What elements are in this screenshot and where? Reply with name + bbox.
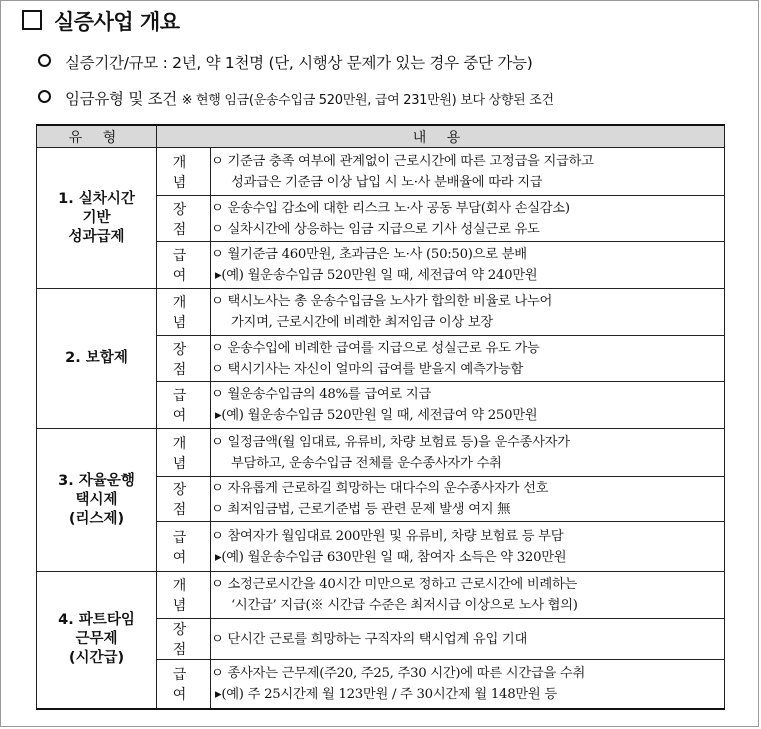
content-continuation-line: 부담하고, 운송수입금 전체를 운수종사자가 수취 xyxy=(231,455,502,471)
row-label: 급 여 xyxy=(157,382,211,429)
content-bullet-line: ㅇ 소정근로시간을 40시간 미만으로 정하고 근로시간에 비례하는 xyxy=(211,577,578,592)
content-cell xyxy=(211,382,725,429)
content-bullet-line: ㅇ 월운송수입금의 48%를 급여로 지급 xyxy=(211,387,431,402)
content-bullet-line: ㅇ 월기준금 460만원, 초과금은 노·사 (50:50)으로 분배 xyxy=(211,247,527,262)
bullet-text: 임금유형 및 조건 xyxy=(65,90,177,108)
content-bullet-line: ㅇ 종사자는 근무제(주20, 주25, 주30 시간)에 따른 시간급을 수취 xyxy=(211,665,585,681)
bullet-text: 실증기간/규모 : 2년, 약 1천명 (단, 시행상 문제가 있는 경우 중단 가능) xyxy=(65,54,533,72)
content-bullet-line: ㅇ 실차시간에 상응하는 임금 지급으로 기사 성실근로 유도 xyxy=(211,221,540,237)
row-label: 장 점 xyxy=(157,196,211,242)
type-name-line: (시간급) xyxy=(68,650,125,667)
header-content: 내 용 xyxy=(157,125,725,148)
page-title xyxy=(22,6,180,36)
type-cell xyxy=(37,429,157,572)
row-label: 장 점 xyxy=(157,619,211,660)
content-bullet-line: ㅇ 참여자가 월임대료 200만원 및 유류비, 차량 보험료 등 부담 xyxy=(211,528,564,544)
row-label: 개 념 xyxy=(157,429,211,477)
row-label: 급 여 xyxy=(157,242,211,289)
type-name-line: 2. 보합제 xyxy=(65,350,128,366)
row-label: 급 여 xyxy=(157,522,211,572)
row-label: 장 점 xyxy=(157,477,211,522)
type-name-line: 4. 파트타임 xyxy=(58,612,135,629)
content-continuation-line: 가지며, 근로시간에 비례한 최저임금 이상 보장 xyxy=(231,315,493,330)
row-label: 급 여 xyxy=(157,660,211,709)
content-bullet-line: ㅇ 자유롭게 근로하길 희망하는 대다수의 운수종사자가 선호 xyxy=(211,481,549,496)
pilot-program-table xyxy=(36,124,725,710)
example-line: ▸(예) 월운송수입금 630만원 일 때, 참여자 소득은 약 320만원 xyxy=(215,549,567,565)
type-name-line: 기반 xyxy=(82,209,111,226)
type-name-line: 3. 자율운행 xyxy=(58,472,135,489)
type-cell xyxy=(37,572,157,709)
row-label: 개 념 xyxy=(157,572,211,619)
example-line: ▸(예) 월운송수입금 520만원 일 때, 세전급여 약 250만원 xyxy=(215,408,538,423)
content-bullet-line: ㅇ 기준금 충족 여부에 관계없이 근로시간에 따른 고정급을 지급하고 xyxy=(211,153,594,169)
content-bullet-line: ㅇ 운송수입 감소에 대한 리스크 노·사 공동 부담(회사 손실감소) xyxy=(211,200,570,216)
type-name-line: 성과급제 xyxy=(68,228,125,245)
row-label: 장 점 xyxy=(157,336,211,382)
content-bullet-line: ㅇ 택시기사는 자신이 얼마의 급여를 받을지 예측가능함 xyxy=(211,361,524,377)
bullet-note: ※ 현행 임금(운송수입금 520만원, 급여 231만원) 보다 상향된 조건 xyxy=(181,93,554,108)
content-cell xyxy=(211,660,725,709)
type-name-line: (리스제) xyxy=(68,510,125,527)
type-cell xyxy=(37,148,157,289)
content-continuation-line: ‘시간급’ 지급(※ 시간급 수준은 최저시급 이상으로 노사 협의) xyxy=(231,598,578,613)
circle-bullet-icon xyxy=(38,54,51,67)
header-type: 유 형 xyxy=(37,125,157,148)
content-cell xyxy=(211,572,725,619)
content-bullet-line: ㅇ 운송수입에 비례한 급여를 지급으로 성실근로 유도 가능 xyxy=(211,340,540,356)
checkbox-square-icon xyxy=(22,10,42,30)
row-label: 개 념 xyxy=(157,289,211,336)
type-name-line: 1. 실차시간 xyxy=(58,190,135,207)
table-row xyxy=(37,572,725,619)
table-row xyxy=(37,148,725,196)
type-name-line: 택시제 xyxy=(75,491,118,508)
content-cell xyxy=(211,522,725,572)
content-cell xyxy=(211,289,725,336)
bullet-period-scale xyxy=(38,51,532,73)
content-bullet-line: ㅇ 단시간 근로를 희망하는 구직자의 택시업계 유입 기대 xyxy=(211,631,528,647)
type-name-line: 근무제 xyxy=(75,631,118,648)
content-bullet-line: ㅇ 택시노사는 총 운송수입금을 노사가 합의한 비율로 나누어 xyxy=(211,294,553,309)
table-row xyxy=(37,429,725,477)
bullet-wage-type xyxy=(38,87,554,109)
content-cell xyxy=(211,148,725,196)
content-cell xyxy=(211,196,725,242)
content-cell xyxy=(211,619,725,660)
content-cell xyxy=(211,429,725,477)
content-cell xyxy=(211,242,725,289)
title-text: 실증사업 개요 xyxy=(54,10,180,34)
example-line: ▸(예) 월운송수입금 520만원 일 때, 세전급여 약 240만원 xyxy=(215,268,538,283)
type-cell xyxy=(37,289,157,429)
table-row xyxy=(37,289,725,336)
content-bullet-line: ㅇ 일정금액(월 임대료, 유류비, 차량 보험료 등)을 운수종사자가 xyxy=(211,434,570,450)
circle-bullet-icon xyxy=(38,90,51,103)
example-line: ▸(예) 주 25시간제 월 123만원 / 주 30시간제 월 148만원 등 xyxy=(215,686,557,702)
table-header-row xyxy=(37,125,725,148)
row-label: 개 념 xyxy=(157,148,211,196)
content-cell xyxy=(211,477,725,522)
content-cell xyxy=(211,336,725,382)
content-bullet-line: ㅇ 최저임금법, 근로기준법 등 관련 문제 발생 여지 無 xyxy=(211,502,511,517)
content-continuation-line: 성과급은 기준금 이상 납입 시 노·사 분배율에 따라 지급 xyxy=(231,174,543,190)
